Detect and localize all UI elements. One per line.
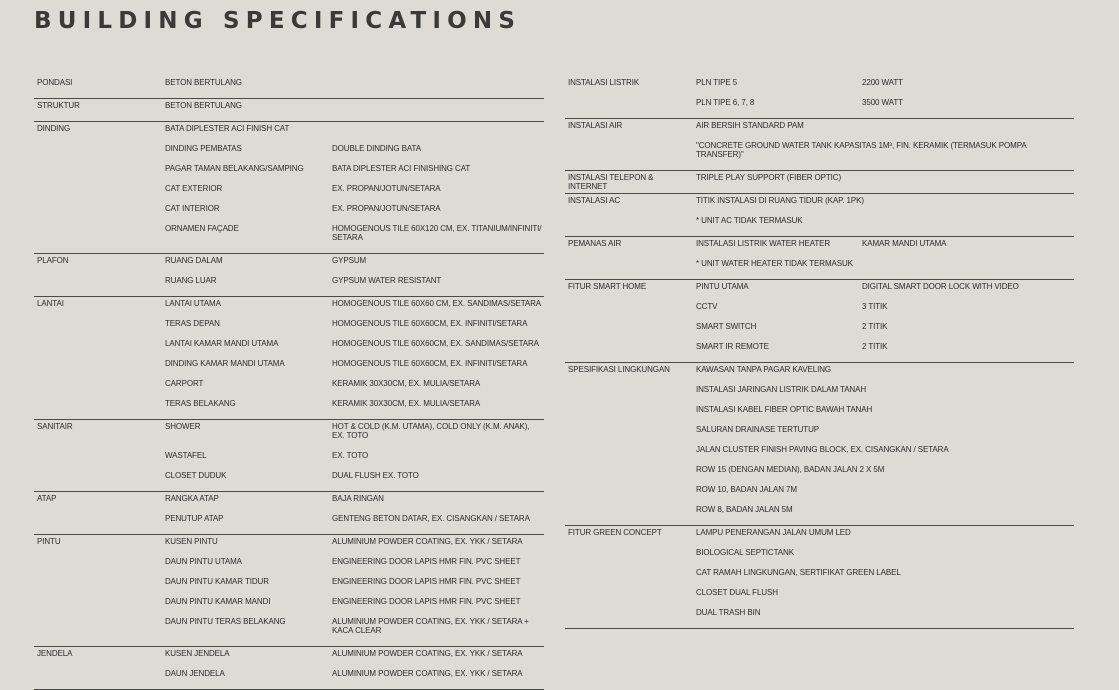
spec-item: "CONCRETE GROUND WATER TANK KAPASITAS 1M³, FIN. KERAMIK (TERMASUK POMPA TRANSFER)" bbox=[696, 141, 1027, 159]
spec-row bbox=[34, 647, 544, 667]
spec-item: RANGKA ATAP bbox=[165, 494, 219, 503]
spec-item: AIR BERSIH STANDARD PAM bbox=[696, 121, 804, 130]
spec-row bbox=[34, 469, 544, 489]
spec-item: DAUN JENDELA bbox=[165, 669, 225, 678]
spec-item: ROW 10, BADAN JALAN 7M bbox=[696, 485, 797, 494]
spec-row bbox=[34, 254, 544, 274]
spec-item: BIOLOGICAL SEPTICTANK bbox=[696, 548, 794, 557]
spec-item: CLOSET DUDUK bbox=[165, 471, 227, 480]
spec-row bbox=[34, 317, 544, 337]
spec-item: ROW 15 (DENGAN MEDIAN), BADAN JALAN 2 X 5M bbox=[696, 465, 885, 474]
spec-category: STRUKTUR bbox=[37, 101, 80, 110]
spec-row bbox=[565, 119, 1074, 139]
spec-row bbox=[565, 214, 1074, 234]
spec-row bbox=[34, 449, 544, 469]
spec-item: * UNIT AC TIDAK TERMASUK bbox=[696, 216, 803, 225]
spec-row bbox=[34, 357, 544, 377]
spec-value: EX. TOTO bbox=[332, 451, 369, 460]
spec-category: ATAP bbox=[37, 494, 57, 503]
spec-row bbox=[565, 76, 1074, 96]
spec-row bbox=[34, 182, 544, 202]
spec-row bbox=[565, 237, 1074, 257]
spec-section bbox=[34, 647, 544, 690]
spec-section bbox=[34, 297, 544, 420]
spec-item: PAGAR TAMAN BELAKANG/SAMPING bbox=[165, 164, 304, 173]
spec-value: GENTENG BETON DATAR, EX. CISANGKAN / SETARA bbox=[332, 514, 530, 523]
spec-category: INSTALASI AC bbox=[568, 196, 621, 205]
spec-item: BATA DIPLESTER ACI FINISH CAT bbox=[165, 124, 290, 133]
spec-item: KAWASAN TANPA PAGAR KAVELING bbox=[696, 365, 832, 374]
spec-item: SMART SWITCH bbox=[696, 322, 757, 331]
spec-section bbox=[565, 363, 1074, 526]
page-title: BUILDING SPECIFICATIONS bbox=[34, 8, 522, 34]
spec-category: INSTALASI TELEPON & INTERNET bbox=[568, 173, 654, 191]
spec-item: CAT EXTERIOR bbox=[165, 184, 223, 193]
spec-row bbox=[34, 142, 544, 162]
spec-section bbox=[565, 526, 1074, 629]
spec-value: ALUMINIUM POWDER COATING, EX. YKK / SETARA bbox=[332, 537, 523, 546]
spec-row bbox=[565, 403, 1074, 423]
spec-value: KERAMIK 30X30CM, EX. MULIA/SETARA bbox=[332, 399, 481, 408]
spec-row bbox=[34, 274, 544, 294]
spec-value: HOMOGENOUS TILE 60X60CM, EX. INFINITI/SETARA bbox=[332, 359, 528, 368]
spec-item: PINTU UTAMA bbox=[696, 282, 749, 291]
spec-row bbox=[565, 503, 1074, 523]
spec-row bbox=[34, 337, 544, 357]
spec-value: HOMOGENOUS TILE 60X60CM, EX. SANDIMAS/SETARA bbox=[332, 339, 539, 348]
spec-row bbox=[34, 99, 544, 119]
spec-category: DINDING bbox=[37, 124, 71, 133]
spec-value: KERAMIK 30X30CM, EX. MULIA/SETARA bbox=[332, 379, 481, 388]
spec-row bbox=[34, 555, 544, 575]
spec-row bbox=[34, 297, 544, 317]
spec-value: ENGINEERING DOOR LAPIS HMR FIN. PVC SHEET bbox=[332, 577, 521, 586]
spec-section bbox=[34, 76, 544, 99]
spec-value: ENGINEERING DOOR LAPIS HMR FIN. PVC SHEET bbox=[332, 557, 521, 566]
spec-item: DAUN PINTU TERAS BELAKANG bbox=[165, 617, 286, 626]
spec-row bbox=[34, 202, 544, 222]
spec-value: HOMOGENOUS TILE 60X60CM, EX. INFINITI/SETARA bbox=[332, 319, 528, 328]
spec-value: 3 TITIK bbox=[862, 302, 888, 311]
spec-category: FITUR GREEN CONCEPT bbox=[568, 528, 662, 537]
spec-item: KUSEN JENDELA bbox=[165, 649, 230, 658]
spec-item: ROW 8, BADAN JALAN 5M bbox=[696, 505, 793, 514]
spec-value: HOMOGENOUS TILE 60X120 CM, EX. TITANIUM/INFINITI/ SETARA bbox=[332, 224, 542, 242]
spec-value: ALUMINIUM POWDER COATING, EX. YKK / SETARA + KACA CLEAR bbox=[332, 617, 529, 635]
spec-value: HOT & COLD (K.M. UTAMA), COLD ONLY (K.M. ANAK), EX. TOTO bbox=[332, 422, 530, 440]
spec-category: PLAFON bbox=[37, 256, 69, 265]
spec-row bbox=[565, 363, 1074, 383]
spec-item: LANTAI UTAMA bbox=[165, 299, 221, 308]
spec-section bbox=[565, 171, 1074, 194]
spec-row bbox=[565, 526, 1074, 546]
spec-category: INSTALASI AIR bbox=[568, 121, 623, 130]
spec-item: LANTAI KAMAR MANDI UTAMA bbox=[165, 339, 279, 348]
spec-value: BATA DIPLESTER ACI FINISHING CAT bbox=[332, 164, 471, 173]
spec-row bbox=[34, 377, 544, 397]
spec-section bbox=[34, 122, 544, 254]
spec-item: SALURAN DRAINASE TERTUTUP bbox=[696, 425, 820, 434]
spec-section bbox=[34, 254, 544, 297]
spec-row bbox=[565, 383, 1074, 403]
spec-section bbox=[565, 194, 1074, 237]
spec-row bbox=[34, 595, 544, 615]
spec-value: GYPSUM bbox=[332, 256, 367, 265]
spec-item: TRIPLE PLAY SUPPORT (FIBER OPTIC) bbox=[696, 173, 842, 182]
spec-value: GYPSUM WATER RESISTANT bbox=[332, 276, 442, 285]
spec-item: INSTALASI KABEL FIBER OPTIC BAWAH TANAH bbox=[696, 405, 873, 414]
spec-item: CCTV bbox=[696, 302, 718, 311]
spec-item: PLN TIPE 6, 7, 8 bbox=[696, 98, 755, 107]
spec-item: DUAL TRASH BIN bbox=[696, 608, 761, 617]
spec-row bbox=[565, 340, 1074, 360]
spec-row bbox=[565, 139, 1074, 168]
spec-row bbox=[565, 194, 1074, 214]
spec-section bbox=[565, 237, 1074, 280]
spec-row bbox=[34, 667, 544, 687]
spec-value: BAJA RINGAN bbox=[332, 494, 384, 503]
spec-row bbox=[565, 171, 1074, 191]
spec-item: TITIK INSTALASI DI RUANG TIDUR (KAP. 1PK) bbox=[696, 196, 864, 205]
spec-item: PLN TIPE 5 bbox=[696, 78, 738, 87]
spec-value: 2 TITIK bbox=[862, 322, 888, 331]
spec-row bbox=[34, 420, 544, 449]
spec-category: INSTALASI LISTRIK bbox=[568, 78, 640, 87]
spec-item: PENUTUP ATAP bbox=[165, 514, 224, 523]
spec-item: * UNIT WATER HEATER TIDAK TERMASUK bbox=[696, 259, 853, 268]
spec-row bbox=[565, 463, 1074, 483]
spec-row bbox=[565, 423, 1074, 443]
spec-row bbox=[565, 483, 1074, 503]
spec-value: 2200 WATT bbox=[862, 78, 903, 87]
spec-row bbox=[565, 546, 1074, 566]
spec-item: CAT INTERIOR bbox=[165, 204, 220, 213]
spec-value: EX. PROPAN/JOTUN/SETARA bbox=[332, 184, 441, 193]
spec-value: DOUBLE DINDING BATA bbox=[332, 144, 421, 153]
spec-value: DIGITAL SMART DOOR LOCK WITH VIDEO bbox=[862, 282, 1019, 291]
spec-row bbox=[34, 492, 544, 512]
right-spec-column bbox=[565, 76, 1074, 629]
spec-value: ALUMINIUM POWDER COATING, EX. YKK / SETARA bbox=[332, 649, 523, 658]
spec-category: FITUR SMART HOME bbox=[568, 282, 647, 291]
spec-row bbox=[34, 222, 544, 251]
spec-item: TERAS DEPAN bbox=[165, 319, 220, 328]
spec-row bbox=[565, 280, 1074, 300]
spec-value: EX. PROPAN/JOTUN/SETARA bbox=[332, 204, 441, 213]
spec-value: DUAL FLUSH EX. TOTO bbox=[332, 471, 419, 480]
spec-value: ENGINEERING DOOR LAPIS HMR FIN. PVC SHEET bbox=[332, 597, 521, 606]
spec-value: ALUMINIUM POWDER COATING, EX. YKK / SETARA bbox=[332, 669, 523, 678]
spec-row bbox=[565, 96, 1074, 116]
spec-item: BETON BERTULANG bbox=[165, 101, 242, 110]
spec-row bbox=[34, 397, 544, 417]
spec-value: 3500 WATT bbox=[862, 98, 903, 107]
spec-row bbox=[565, 320, 1074, 340]
spec-category: JENDELA bbox=[37, 649, 73, 658]
spec-category: SPESIFIKASI LINGKUNGAN bbox=[568, 365, 670, 374]
spec-item: BETON BERTULANG bbox=[165, 78, 242, 87]
spec-value: HOMOGENOUS TILE 60X60 CM, EX. SANDIMAS/SETARA bbox=[332, 299, 542, 308]
spec-row bbox=[565, 300, 1074, 320]
spec-item: RUANG DALAM bbox=[165, 256, 223, 265]
spec-item: WASTAFEL bbox=[165, 451, 207, 460]
spec-row bbox=[34, 162, 544, 182]
spec-value: KAMAR MANDI UTAMA bbox=[862, 239, 947, 248]
spec-item: DINDING KAMAR MANDI UTAMA bbox=[165, 359, 285, 368]
spec-item: RUANG LUAR bbox=[165, 276, 217, 285]
spec-value: 2 TITIK bbox=[862, 342, 888, 351]
spec-section bbox=[565, 280, 1074, 363]
spec-row bbox=[565, 443, 1074, 463]
spec-section bbox=[565, 76, 1074, 119]
spec-item: CLOSET DUAL FLUSH bbox=[696, 588, 778, 597]
spec-section bbox=[34, 99, 544, 122]
spec-row bbox=[565, 606, 1074, 626]
spec-item: INSTALASI LISTRIK WATER HEATER bbox=[696, 239, 831, 248]
left-spec-column bbox=[34, 76, 544, 690]
spec-category: SANITAIR bbox=[37, 422, 73, 431]
spec-row bbox=[565, 566, 1074, 586]
spec-item: TERAS BELAKANG bbox=[165, 399, 236, 408]
spec-item: LAMPU PENERANGAN JALAN UMUM LED bbox=[696, 528, 851, 537]
spec-section bbox=[34, 492, 544, 535]
spec-category: PEMANAS AIR bbox=[568, 239, 622, 248]
spec-item: INSTALASI JARINGAN LISTRIK DALAM TANAH bbox=[696, 385, 867, 394]
spec-item: KUSEN PINTU bbox=[165, 537, 218, 546]
spec-row bbox=[565, 586, 1074, 606]
spec-row bbox=[565, 257, 1074, 277]
spec-row bbox=[34, 76, 544, 96]
spec-item: DINDING PEMBATAS bbox=[165, 144, 242, 153]
spec-category: PINTU bbox=[37, 537, 61, 546]
spec-item: DAUN PINTU UTAMA bbox=[165, 557, 242, 566]
spec-category: PONDASI bbox=[37, 78, 73, 87]
spec-item: CARPORT bbox=[165, 379, 204, 388]
spec-item: CAT RAMAH LINGKUNGAN, SERTIFIKAT GREEN LABEL bbox=[696, 568, 901, 577]
spec-section bbox=[34, 535, 544, 647]
spec-section bbox=[34, 420, 544, 492]
spec-row bbox=[34, 512, 544, 532]
spec-row bbox=[34, 535, 544, 555]
spec-item: DAUN PINTU KAMAR MANDI bbox=[165, 597, 271, 606]
spec-section bbox=[565, 119, 1074, 171]
spec-item: SHOWER bbox=[165, 422, 201, 431]
spec-item: DAUN PINTU KAMAR TIDUR bbox=[165, 577, 269, 586]
spec-category: LANTAI bbox=[37, 299, 64, 308]
spec-item: SMART IR REMOTE bbox=[696, 342, 769, 351]
spec-row bbox=[34, 575, 544, 595]
spec-row bbox=[34, 122, 544, 142]
spec-row bbox=[34, 615, 544, 644]
spec-item: JALAN CLUSTER FINISH PAVING BLOCK, EX. CISANGKAN / SETARA bbox=[696, 445, 949, 454]
spec-item: ORNAMEN FAÇADE bbox=[165, 224, 239, 233]
